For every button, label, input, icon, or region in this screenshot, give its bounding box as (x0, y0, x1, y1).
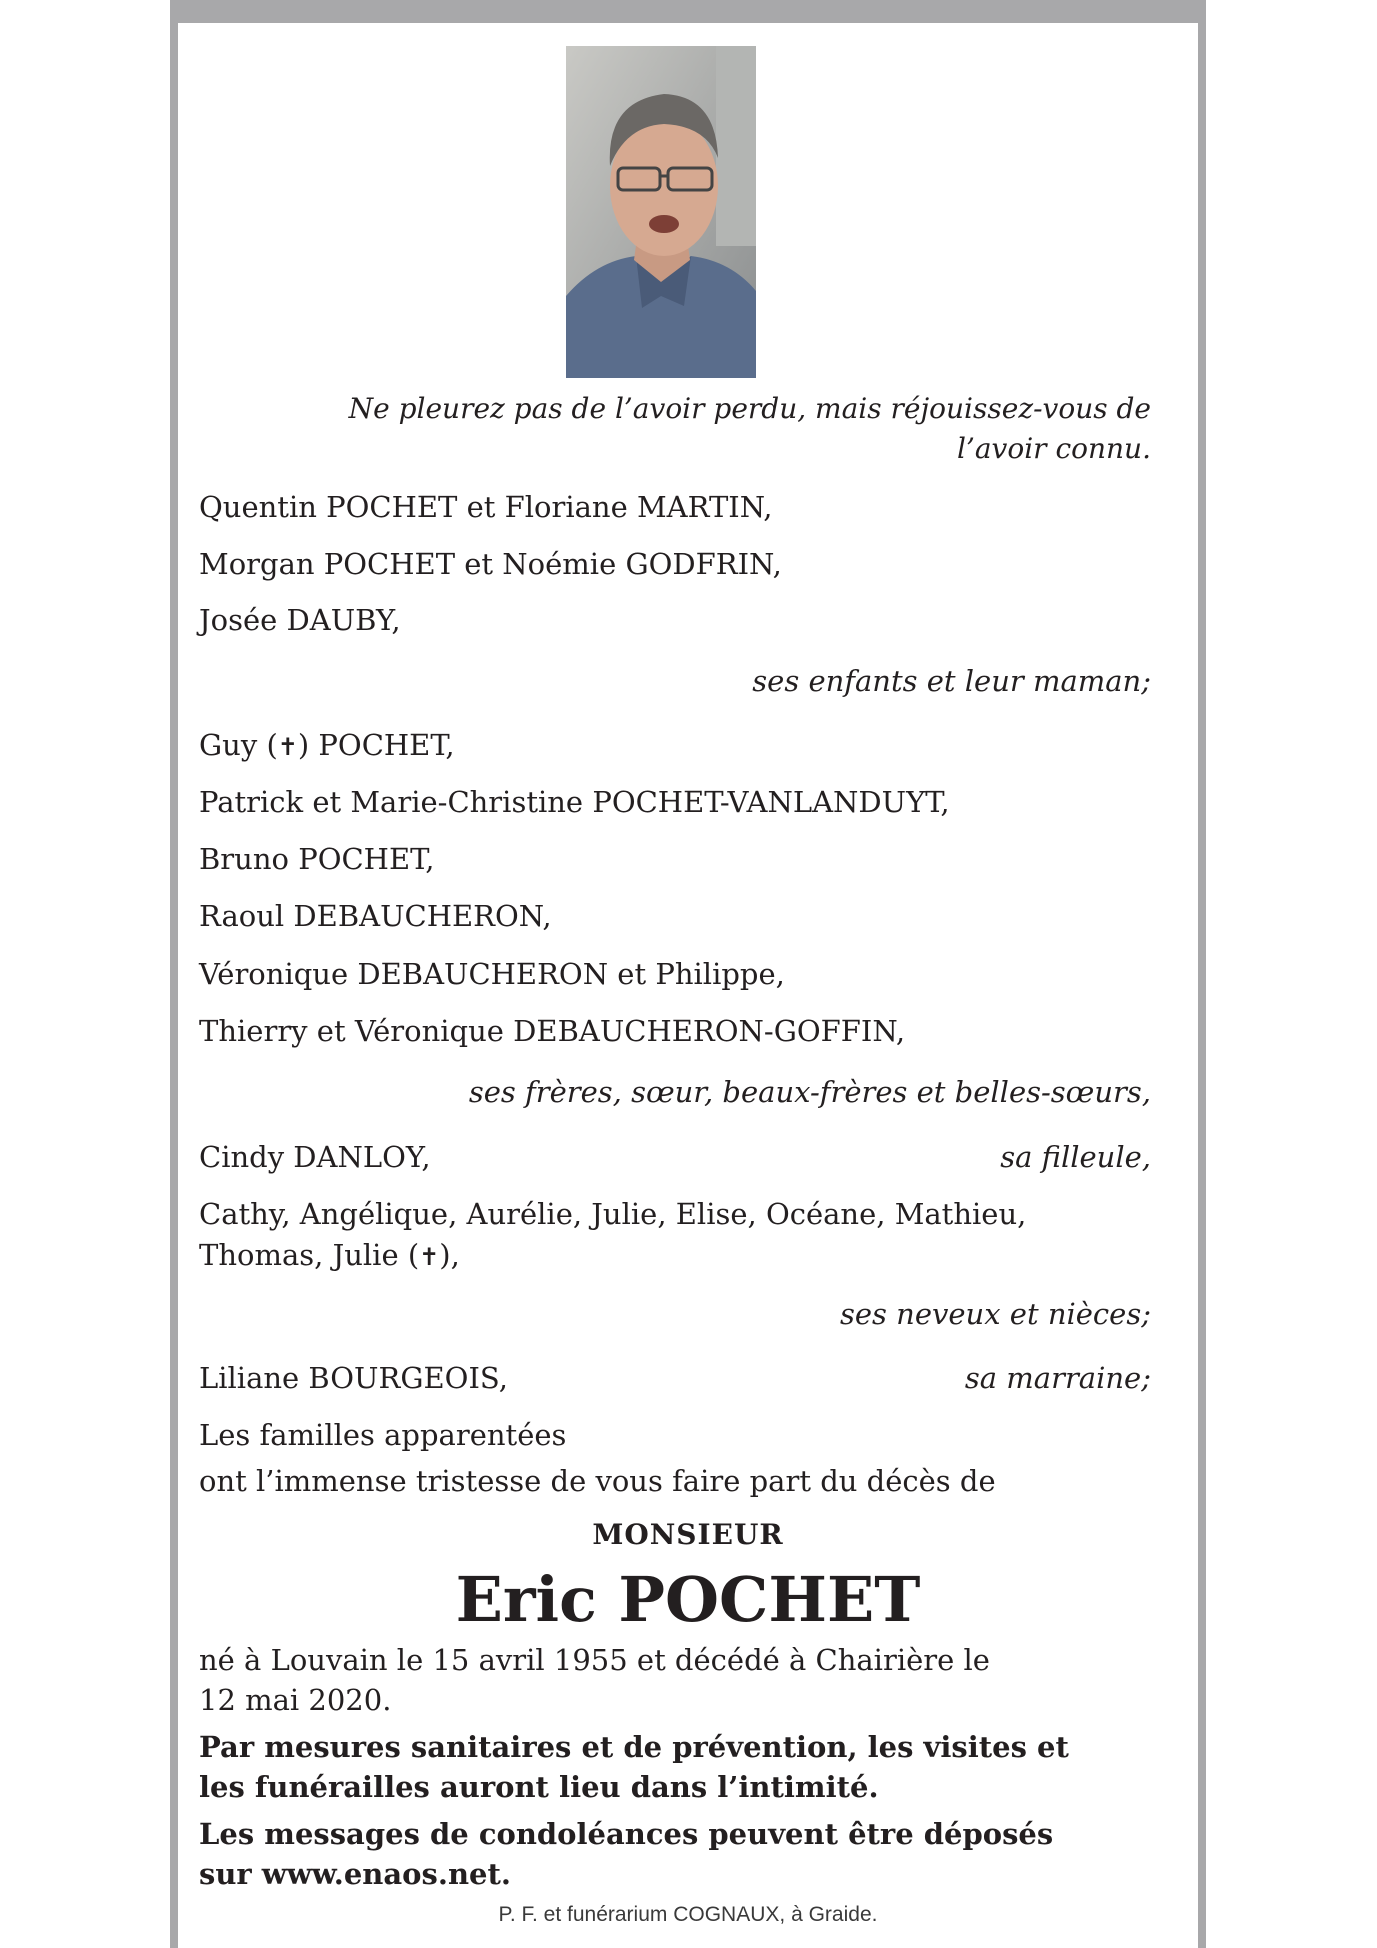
child-entry: Quentin POCHET et Floriane MARTIN, (199, 490, 773, 524)
deceased-name: Eric POCHET (455, 1563, 921, 1636)
nephews-line-2 (199, 1238, 460, 1272)
cross-icon: ✝ (419, 1243, 440, 1271)
quote-line-1: Ne pleurez pas de l’avoir perdu, mais réjouissez-vous de (348, 392, 1151, 425)
siblings-relation: ses frères, sœur, beaux-frères et belles-sœurs, (468, 1075, 1151, 1109)
birth-death-line-2: 12 mai 2020. (199, 1683, 392, 1717)
goddaughter-name: Cindy DANLOY, (199, 1140, 431, 1174)
announcement-line-1: Les familles apparentées (199, 1418, 567, 1452)
child-entry: Morgan POCHET et Noémie GODFRIN, (199, 547, 782, 581)
sibling-entry: Patrick et Marie-Christine POCHET-VANLANDUYT, (199, 785, 950, 819)
sanitary-notice-line-2: les funérailles auront lieu dans l’intimité. (199, 1770, 879, 1804)
birth-death-line-1: né à Louvain le 15 avril 1955 et décédé à Chairière le (199, 1643, 990, 1677)
portrait-photo (566, 46, 756, 378)
child-entry: Josée DAUBY, (199, 603, 401, 637)
announcement-line-2: ont l’immense tristesse de vous faire part du décès de (199, 1464, 996, 1498)
quote-line-2: l’avoir connu. (956, 432, 1151, 465)
sibling-entry: Bruno POCHET, (199, 842, 435, 876)
goddaughter-relation: sa filleule, (1000, 1140, 1151, 1174)
sibling-entry-guy (199, 728, 455, 762)
godmother-name: Liliane BOURGEOIS, (199, 1361, 508, 1395)
children-relation: ses enfants et leur maman; (752, 664, 1151, 698)
nephews-prefix: Thomas, Julie ( (199, 1238, 420, 1272)
condolences-notice-line-1: Les messages de condoléances peuvent être déposés (199, 1817, 1054, 1851)
deceased-title: MONSIEUR (592, 1518, 784, 1551)
sibling-entry: Thierry et Véronique DEBAUCHERON-GOFFIN, (199, 1014, 906, 1048)
guy-suffix: ) POCHET, (297, 728, 455, 762)
cross-icon: ✝ (277, 733, 298, 761)
godmother-relation: sa marraine; (964, 1361, 1151, 1395)
sanitary-notice-line-1: Par mesures sanitaires et de prévention, les visites et (199, 1730, 1069, 1764)
sibling-entry: Véronique DEBAUCHERON et Philippe, (199, 957, 785, 991)
sibling-entry: Raoul DEBAUCHERON, (199, 899, 552, 933)
nephews-suffix: ), (439, 1238, 460, 1272)
nephews-relation: ses neveux et nièces; (840, 1297, 1151, 1331)
guy-prefix: Guy ( (199, 728, 278, 762)
condolences-notice-line-2: sur www.enaos.net. (199, 1857, 511, 1891)
funeral-home-footer: P. F. et funérarium COGNAUX, à Graide. (498, 1903, 878, 1926)
nephews-line-1: Cathy, Angélique, Aurélie, Julie, Elise, Océane, Mathieu, (199, 1197, 1027, 1231)
